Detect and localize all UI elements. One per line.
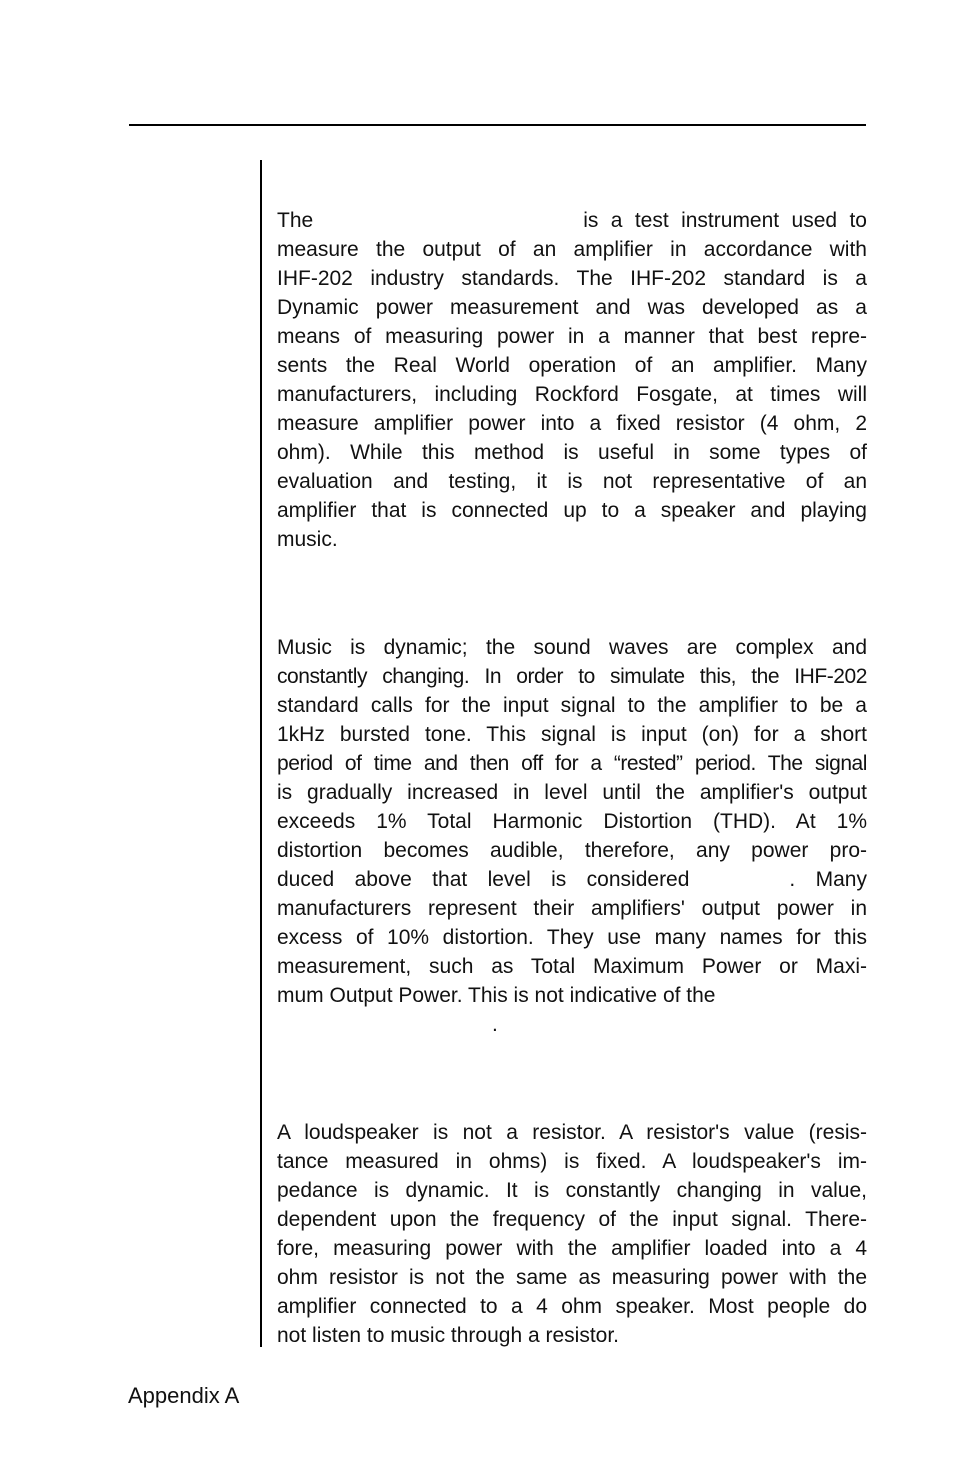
text-line: IHF-202 industry standards. The IHF-202 standard is a <box>277 267 867 290</box>
text-line: ohm resistor is not the same as measuring power with the <box>277 1266 867 1289</box>
text-line: distortion becomes audible, therefore, any power pro- <box>277 839 867 862</box>
text-line: fore, measuring power with the amplifier loaded into a 4 <box>277 1237 867 1260</box>
text-line: measure the output of an amplifier in accordance with <box>277 238 867 261</box>
text-line: The is a test instrument used to <box>277 209 867 232</box>
text-line: means of measuring power in a manner that best repre- <box>277 325 867 348</box>
text-line: ohm). While this method is useful in some types of <box>277 441 867 464</box>
text-line: amplifier connected to a 4 ohm speaker. Most people do <box>277 1295 867 1318</box>
text-line: excess of 10% distortion. They use many names for this <box>277 926 867 949</box>
text-line: not listen to music through a resistor. <box>277 1324 619 1347</box>
text-line: . <box>492 1013 498 1036</box>
text-line: is gradually increased in level until the amplifier's output <box>277 781 867 804</box>
text-line: mum Output Power. This is not indicative of the <box>277 984 716 1007</box>
text-line: manufacturers, including Rockford Fosgate, at times will <box>277 383 867 406</box>
text-line: sents the Real World operation of an amplifier. Many <box>277 354 867 377</box>
top-rule <box>129 124 866 126</box>
text-line: Music is dynamic; the sound waves are complex and <box>277 636 867 659</box>
paragraph-loudspeaker-resistor <box>277 1118 867 1350</box>
text-line: 1kHz bursted tone. This signal is input (on) for a short <box>277 723 867 746</box>
text-line: evaluation and testing, it is not representative of an <box>277 470 867 493</box>
text-line: A loudspeaker is not a resistor. A resistor's value (resis- <box>277 1121 867 1144</box>
paragraph-ihf-202-tester <box>277 206 867 554</box>
paragraph-music-dynamic <box>277 633 867 1039</box>
text-line: measurement, such as Total Maximum Power or Maxi- <box>277 955 867 978</box>
text-line: pedance is dynamic. It is constantly changing in value, <box>277 1179 867 1202</box>
text-line: constantly changing. In order to simulate this, the IHF-202 <box>277 665 867 688</box>
text-line: measure amplifier power into a fixed resistor (4 ohm, 2 <box>277 412 867 435</box>
text-line: duced above that level is considered . Many <box>277 868 867 891</box>
text-line: exceeds 1% Total Harmonic Distortion (THD). At 1% <box>277 810 867 833</box>
text-line: standard calls for the input signal to the amplifier to be a <box>277 694 867 717</box>
text-line: tance measured in ohms) is fixed. A loudspeaker's im- <box>277 1150 867 1173</box>
text-line: Dynamic power measurement and was developed as a <box>277 296 867 319</box>
text-line: period of time and then off for a “rested” period. The signal <box>277 752 867 775</box>
footer-section-label: Appendix A <box>128 1383 240 1408</box>
text-line: dependent upon the frequency of the input signal. There- <box>277 1208 867 1231</box>
left-margin-rule <box>260 160 262 1347</box>
text-line: amplifier that is connected up to a speaker and playing <box>277 499 867 522</box>
text-line: manufacturers represent their amplifiers' output power in <box>277 897 867 920</box>
text-line: music. <box>277 528 338 551</box>
